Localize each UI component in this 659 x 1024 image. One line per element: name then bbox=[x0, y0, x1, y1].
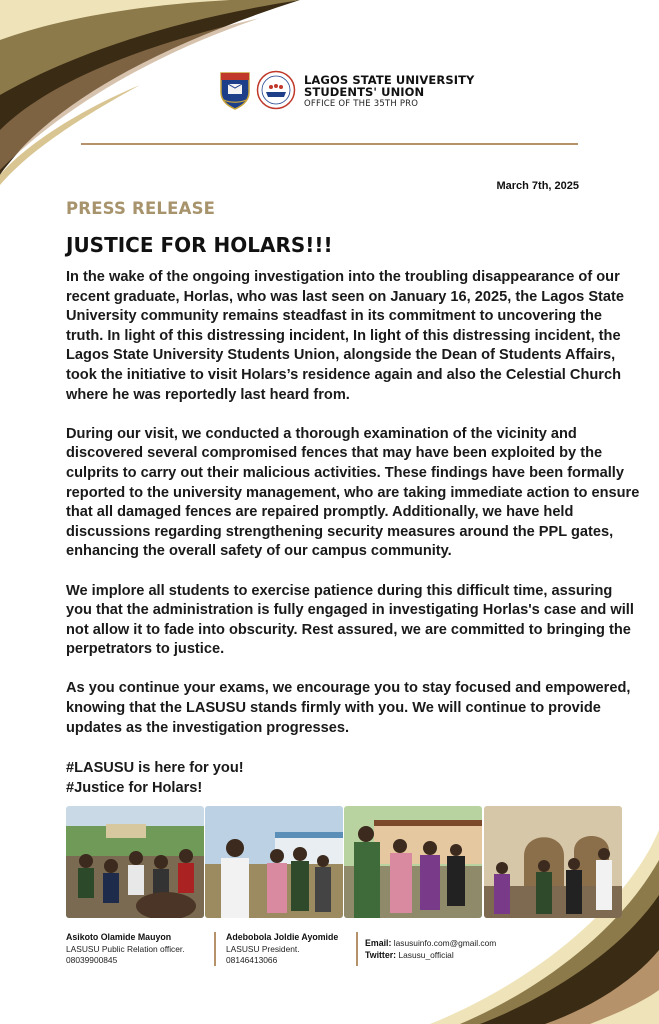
university-crest-logo bbox=[218, 70, 252, 110]
email-label: Email: bbox=[365, 938, 392, 948]
header bbox=[218, 70, 598, 112]
paragraph: We implore all students to exercise patience during this difficult time, assuring you that the administration is fully engaged in investigating Horlas's case and will not allow it to fade into obscurity. Rest assured, we are committed to bringing the perpetrators to justice. bbox=[66, 582, 634, 658]
release-date: March 7th, 2025 bbox=[496, 180, 579, 192]
pro-name: Asikoto Olamide Mauyon bbox=[66, 932, 172, 942]
photo-site-visit bbox=[205, 806, 343, 918]
org-name-line2: STUDENTS' UNION bbox=[304, 85, 425, 99]
twitter-handle[interactable]: Lasusu_official bbox=[398, 949, 454, 960]
organization-name bbox=[304, 74, 474, 109]
header-divider bbox=[81, 143, 578, 145]
email-link[interactable]: lasusuinfo.com@gmail.com bbox=[393, 938, 497, 948]
paragraph: As you continue your exams, we encourage you to stay focused and empowered, knowing that the LASUSU stands firmly with you. We will continue to provide updates as the investigation progresses. bbox=[66, 680, 631, 736]
press-release-body bbox=[66, 268, 642, 758]
pro-phone: 08039900845 bbox=[66, 955, 118, 965]
photo-strip bbox=[66, 806, 622, 918]
headline: JUSTICE FOR HOLARS!!! bbox=[66, 233, 333, 257]
footer-union-contact bbox=[365, 938, 496, 961]
hashtag: #LASUSU is here for you! bbox=[66, 760, 244, 776]
photo-students-gathering bbox=[66, 806, 204, 918]
president-name: Adebobola Joldie Ayomide bbox=[226, 932, 339, 942]
footer-pro-contact bbox=[66, 932, 185, 967]
photo-residence-visit bbox=[484, 806, 622, 918]
footer-divider bbox=[214, 932, 216, 966]
org-office-line: OFFICE OF THE 35TH PRO bbox=[304, 99, 419, 109]
president-role: LASUSU President. bbox=[226, 943, 300, 954]
hashtags bbox=[66, 759, 244, 798]
org-name-line1: LAGOS STATE UNIVERSITY bbox=[304, 73, 475, 87]
footer-president-contact bbox=[226, 932, 338, 967]
press-release-label: PRESS RELEASE bbox=[66, 199, 216, 218]
footer-divider bbox=[356, 932, 358, 966]
paragraph: In the wake of the ongoing investigation into the troubling disappearance of our recent graduate, Horlas, who was last seen on January 16, 2025, the Lagos State University community remains steadfast in its commitment to uncovering the truth. In light of this distressing incident, In light of this distressing incident, the Lagos State University Students Union, alongside the Dean of Students Affairs, took the initiative to visit Holars’s residence again and also the Celestial Church where he was reportedly last heard from. bbox=[66, 269, 625, 403]
president-phone: 08146413066 bbox=[226, 955, 278, 965]
paragraph: During our visit, we conducted a thorough examination of the vicinity and discovered several compromised fences that may have been exploited by the culprits to carry out their malicious activities. These findings have been formally reported to the university management, who are taking immediate action to ensure that all damaged fences are repaired promptly. Additionally, we have held discussions regarding strengthening security measures around the PPL gates, enhancing the overall safety of our campus community. bbox=[66, 425, 640, 560]
students-union-seal-logo bbox=[256, 70, 296, 110]
photo-officials-meeting bbox=[344, 806, 482, 918]
hashtag: #Justice for Holars! bbox=[66, 779, 203, 796]
twitter-label: Twitter: bbox=[365, 949, 397, 960]
pro-role: LASUSU Public Relation officer. bbox=[66, 943, 185, 954]
